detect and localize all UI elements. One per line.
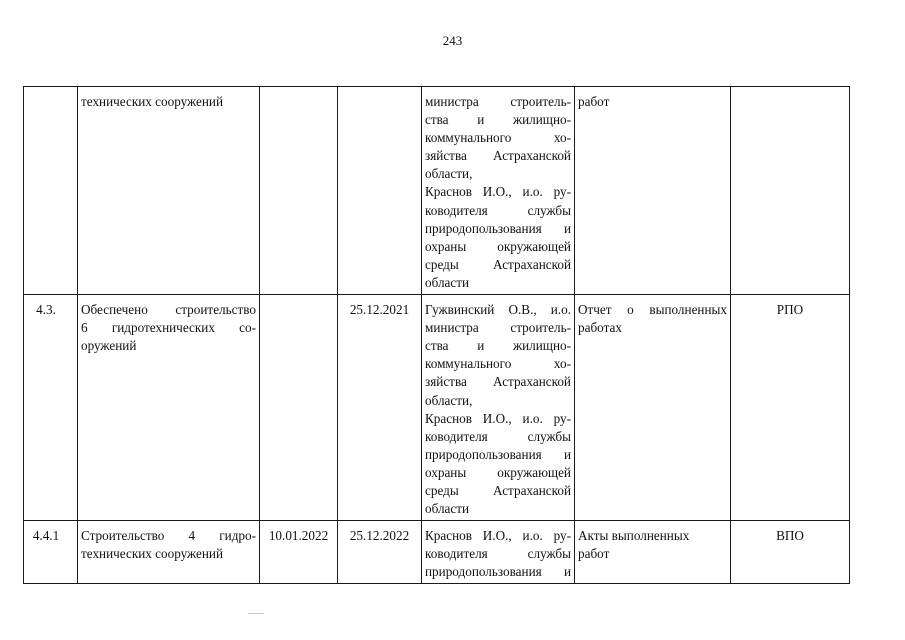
responsible-line: коммунального хо- — [425, 130, 571, 146]
responsible-line: природопользования и — [425, 446, 571, 462]
responsible-line: ства и жилищно- — [425, 338, 571, 354]
cell-number: 4.3. — [24, 295, 78, 521]
cell-result — [575, 295, 731, 521]
responsible-line: ства и жилищно- — [425, 112, 571, 128]
cell-start-date — [260, 295, 338, 521]
plan-table — [23, 86, 850, 584]
responsible-line: охраны окружающей — [425, 238, 571, 254]
responsible-line: области, — [425, 392, 473, 408]
responsible-line: коммунального хо- — [425, 356, 571, 372]
result-line: работ — [578, 546, 610, 562]
event-line: 6 гидротехнических со- — [81, 320, 256, 336]
responsible-line: Краснов И.О., и.о. ру- — [425, 184, 571, 200]
result-line: работах — [578, 320, 622, 336]
responsible-line: природопользования и — [425, 220, 571, 236]
responsible-line: Краснов И.О., и.о. ру- — [425, 410, 571, 426]
cell-number — [24, 87, 78, 295]
cell-result — [575, 87, 731, 295]
responsible-line: зяйства Астраханской — [425, 374, 571, 390]
event-line: оружений — [81, 338, 137, 354]
responsible-line: зяйства Астраханской — [425, 148, 571, 164]
cell-responsible — [422, 87, 575, 295]
cell-control: РПО — [731, 295, 850, 521]
cell-number: 4.4.1 — [24, 521, 78, 584]
responsible-line: области, — [425, 166, 473, 182]
cell-end-date: 25.12.2022 — [338, 521, 422, 584]
cell-control — [731, 87, 850, 295]
page-number: 243 — [442, 33, 463, 48]
responsible-line: Гужвинский О.В., и.о. — [425, 302, 571, 318]
table-row — [24, 295, 850, 521]
cell-start-date — [260, 87, 338, 295]
cell-result — [575, 521, 731, 584]
responsible-line: ководителя службы — [425, 428, 571, 444]
event-line: Строительство 4 гидро- — [81, 528, 256, 544]
cell-start-date: 10.01.2022 — [260, 521, 338, 584]
cell-event — [78, 521, 260, 584]
responsible-line: среды Астраханской — [425, 256, 571, 272]
result-line: Отчет о выполненных — [578, 302, 727, 318]
responsible-line: ководителя службы — [425, 202, 571, 218]
cell-responsible — [422, 295, 575, 521]
result-line: Акты выполненных — [578, 528, 690, 544]
cell-end-date: 25.12.2021 — [338, 295, 422, 521]
event-line: Обеспечено строительство — [81, 302, 256, 318]
responsible-line: Краснов И.О., и.о. ру- — [425, 528, 571, 544]
scan-artifact — [248, 613, 264, 614]
table-row — [24, 87, 850, 295]
event-line: технических сооружений — [81, 546, 224, 562]
cell-control: ВПО — [731, 521, 850, 584]
responsible-line: министра строитель- — [425, 94, 571, 109]
event-line: технических сооружений — [81, 94, 224, 109]
result-line: работ — [578, 94, 610, 109]
responsible-line: среды Астраханской — [425, 482, 571, 498]
cell-responsible — [422, 521, 575, 584]
responsible-line: области — [425, 501, 470, 517]
responsible-line: области — [425, 274, 470, 290]
responsible-line: охраны окружающей — [425, 464, 571, 480]
responsible-line: министра строитель- — [425, 320, 571, 336]
table-row — [24, 521, 850, 584]
responsible-line: природопользования и — [425, 564, 571, 580]
cell-event — [78, 295, 260, 521]
responsible-line: ководителя службы — [425, 546, 571, 562]
cell-end-date — [338, 87, 422, 295]
cell-event — [78, 87, 260, 295]
